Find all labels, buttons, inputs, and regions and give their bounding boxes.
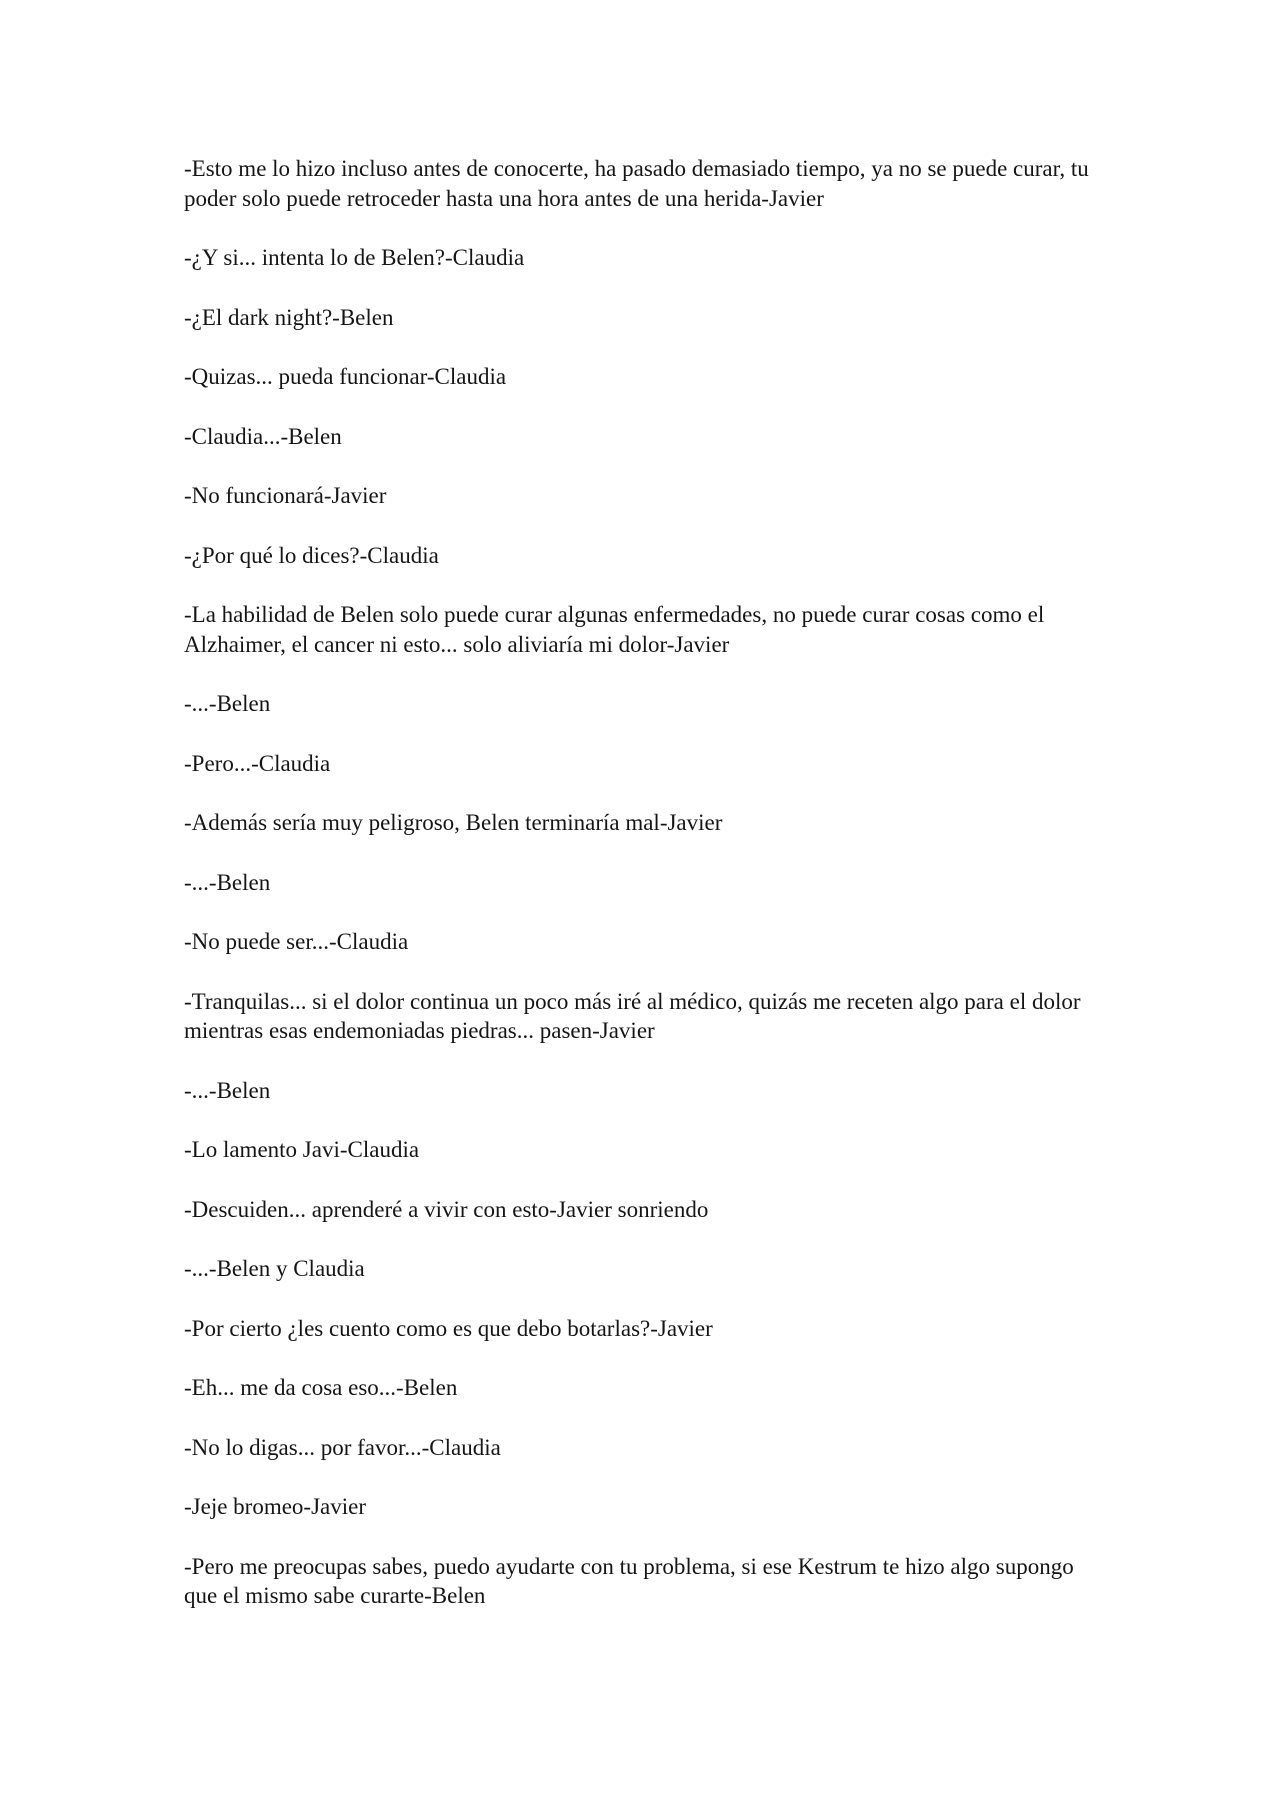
paragraph: -Descuiden... aprenderé a vivir con esto-Javier sonriendo bbox=[184, 1196, 709, 1222]
paragraph: -Tranquilas... si el dolor continua un poco más iré al médico, quizás me receten algo para el dolor mientras esas endemoniadas piedras... pasen-Javier bbox=[184, 988, 1081, 1043]
paragraph: -...-Belen bbox=[184, 869, 271, 895]
paragraph: -No funcionará-Javier bbox=[184, 483, 387, 508]
paragraph: -Quizas... pueda funcionar-Claudia bbox=[184, 364, 507, 389]
paragraph: -...-Belen bbox=[184, 691, 271, 716]
paragraph: -No puede ser...-Claudia bbox=[184, 929, 409, 954]
paragraph: -¿Por qué lo dices?-Claudia bbox=[184, 542, 439, 568]
paragraph: -Además sería muy peligroso, Belen terminaría mal-Javier bbox=[184, 810, 723, 835]
document-page bbox=[184, 154, 1104, 1641]
paragraph: -No lo digas... por favor...-Claudia bbox=[184, 1434, 501, 1460]
paragraph: -Por cierto ¿les cuento como es que debo botarlas?-Javier bbox=[184, 1315, 713, 1341]
paragraph: -Pero me preocupas sabes, puedo ayudarte con tu problema, si ese Kestrum te hizo algo supongo que el mismo sabe curarte-Belen bbox=[184, 1553, 1074, 1608]
paragraph: -Lo lamento Javi-Claudia bbox=[184, 1137, 420, 1162]
paragraph: -...-Belen y Claudia bbox=[184, 1256, 365, 1281]
paragraph: -Pero...-Claudia bbox=[184, 750, 331, 776]
paragraph: -Jeje bromeo-Javier bbox=[184, 1494, 367, 1519]
paragraph: -Esto me lo hizo incluso antes de conocerte, ha pasado demasiado tiempo, ya no se puede curar, tu poder solo puede retroceder hasta una hora antes de una herida-Javier bbox=[184, 156, 1089, 211]
paragraph: -Claudia...-Belen bbox=[184, 423, 342, 449]
paragraph: -¿El dark night?-Belen bbox=[184, 304, 394, 330]
paragraph: -La habilidad de Belen solo puede curar algunas enfermedades, no puede curar cosas como el Alzhaimer, el cancer ni esto... solo aliviaría mi dolor-Javier bbox=[184, 602, 1045, 657]
paragraph: -...-Belen bbox=[184, 1077, 271, 1103]
paragraph: -¿Y si... intenta lo de Belen?-Claudia bbox=[184, 245, 525, 270]
paragraph: -Eh... me da cosa eso...-Belen bbox=[184, 1375, 458, 1400]
